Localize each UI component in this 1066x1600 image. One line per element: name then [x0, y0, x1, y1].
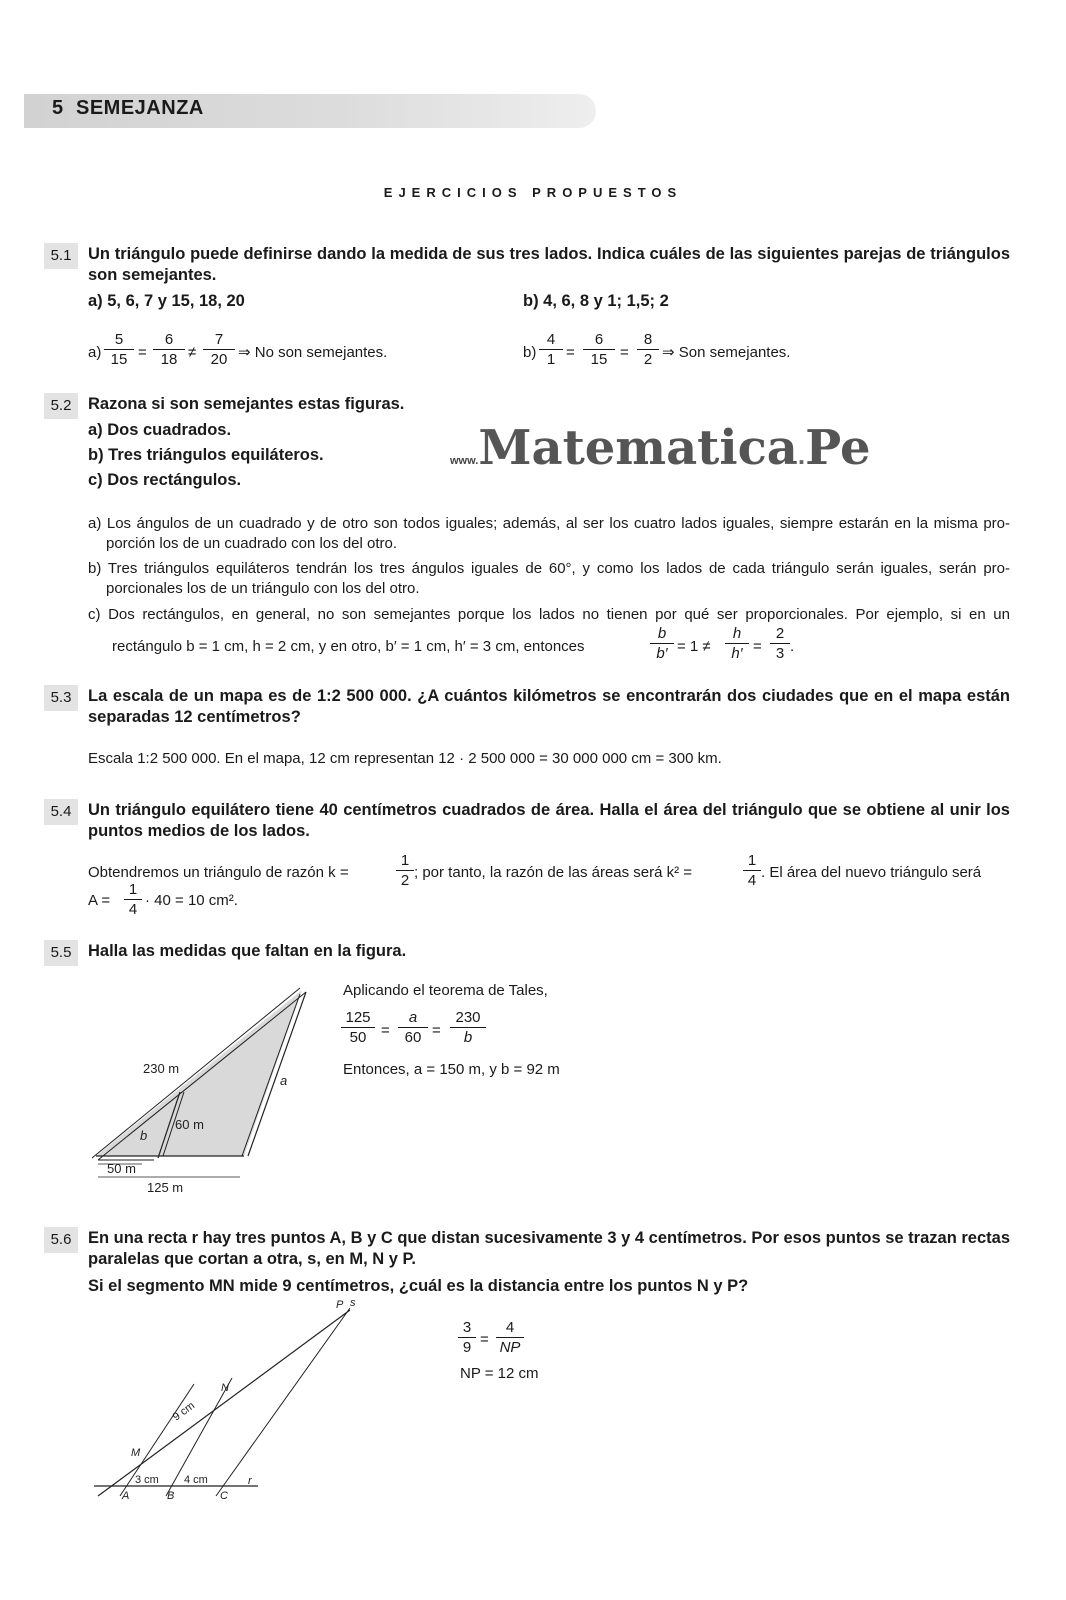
fraction: $\frac{230}{b}$: [450, 1008, 486, 1047]
operator: =: [432, 1022, 441, 1039]
answer-text: ; por tanto, la razón de las áreas será k² =: [414, 864, 693, 881]
label-a: a: [280, 1073, 288, 1088]
operator: =: [566, 344, 575, 361]
exercise-5-5-answer-result: Entonces, a = 150 m, y b = 92 m: [343, 1061, 560, 1078]
exercise-5-6-result: NP = 12 cm: [460, 1365, 539, 1382]
exercise-number-5-5: 5.5: [44, 940, 78, 966]
answer-text: ⇒ Son semejantes.: [662, 344, 791, 361]
exercise-5-2-answer-b-line1: b) Tres triángulos equiláteros tendrán los tres ángulos iguales de 60°, y como los lados de cada triángulo serán iguales, serán pro-: [88, 560, 1010, 577]
exercise-5-2-option-a: a) Dos cuadrados.: [88, 421, 232, 439]
label-50m: 50 m: [107, 1161, 136, 1176]
exercise-5-2-option-b: b) Tres triángulos equiláteros.: [88, 446, 324, 464]
label-P: P: [336, 1299, 344, 1311]
label-s: s: [350, 1297, 356, 1309]
operator: =: [753, 638, 762, 655]
fraction: $\frac{2}{3}$: [770, 624, 790, 663]
fraction: $\frac{4}{1}$: [539, 330, 563, 369]
label-C: C: [220, 1490, 228, 1502]
thales-parallel-lines-figure: [88, 1296, 378, 1508]
fraction: $\frac{6}{15}$: [583, 330, 615, 369]
label-r: r: [248, 1475, 252, 1487]
label-230m: 230 m: [143, 1061, 180, 1076]
answer-label: b): [523, 344, 537, 361]
label-A: A: [122, 1490, 130, 1502]
exercise-5-2-answer-b-line2: porcionales los de un triángulo con los del otro.: [106, 580, 420, 597]
operator: =: [138, 344, 147, 361]
exercise-5-4-question: Un triángulo equilátero tiene 40 centímetros cuadrados de área. Halla el área del triángulo que se obtiene al unir los puntos medios de los lados.: [88, 801, 1010, 840]
label-b: b: [140, 1128, 148, 1143]
fraction: $\frac{b}{b'}$: [650, 624, 674, 663]
chapter-number: 5: [52, 97, 64, 119]
answer-text: · 40 = 10 cm².: [145, 892, 238, 909]
fraction: $\frac{6}{18}$: [153, 330, 185, 369]
exercise-5-6-question-1: En una recta r hay tres puntos A, B y C que distan sucesivamente 3 y 4 centímetros. Por esos puntos se trazan rectas paralelas que cortan a otra, s, en M, N y P.: [88, 1229, 1010, 1268]
label-4cm: 4 cm: [184, 1474, 208, 1486]
exercise-5-2-answer-a-line2: porción los de un cuadrado con los del otro.: [106, 535, 398, 552]
answer-text: Obtendremos un triángulo de razón k =: [88, 864, 349, 881]
exercise-5-5-answer-intro: Aplicando el teorema de Tales,: [343, 982, 548, 999]
operator: =: [381, 1022, 390, 1039]
label-B: B: [167, 1490, 175, 1502]
section-title: EJERCICIOS PROPUESTOS: [383, 185, 683, 200]
exercise-number-5-6: 5.6: [44, 1227, 78, 1253]
label-125m: 125 m: [147, 1180, 184, 1195]
answer-text: ⇒ No son semejantes.: [238, 344, 388, 361]
operator: =: [480, 1331, 489, 1348]
label-60m: 60 m: [175, 1117, 204, 1132]
exercise-number-5-1: 5.1: [44, 243, 78, 269]
exercise-number-5-4: 5.4: [44, 799, 78, 825]
exercise-5-5-question: Halla las medidas que faltan en la figura.: [88, 942, 407, 960]
exercise-5-2-option-c: c) Dos rectángulos.: [88, 471, 242, 489]
answer-text: . El área del nuevo triángulo será: [761, 864, 982, 881]
answer-label: a): [88, 344, 102, 361]
answer-text: rectángulo b = 1 cm, h = 2 cm, y en otro, b′ = 1 cm, h′ = 3 cm, entonces: [112, 638, 585, 655]
fraction: $\frac{4}{NP}$: [496, 1318, 524, 1357]
operator: =: [620, 344, 629, 361]
operator: = 1 ≠: [677, 638, 711, 655]
similar-triangles-figure: [88, 980, 328, 1200]
exercise-5-1-option-b: b) 4, 6, 8 y 1; 1,5; 2: [523, 292, 669, 310]
period: .: [790, 638, 795, 655]
exercise-5-2-question: Razona si son semejantes estas figuras.: [88, 395, 405, 413]
fraction: $\frac{1}{4}$: [124, 880, 142, 919]
label-9cm: 9 cm: [170, 1399, 198, 1424]
exercise-5-3-answer: Escala 1:2 500 000. En el mapa, 12 cm representan 12 · 2 500 000 = 30 000 000 cm = 300 km.: [88, 750, 722, 767]
exercise-5-6-question-2: Si el segmento MN mide 9 centímetros, ¿cuál es la distancia entre los puntos N y P?: [88, 1277, 749, 1295]
fraction: $\frac{a}{60}$: [398, 1008, 428, 1047]
exercise-number-5-3: 5.3: [44, 685, 78, 711]
answer-text: A =: [88, 892, 111, 909]
fraction: $\frac{125}{50}$: [341, 1008, 375, 1047]
fraction: $\frac{h}{h'}$: [725, 624, 749, 663]
fraction: $\frac{1}{2}$: [396, 851, 414, 890]
exercise-5-1-question: Un triángulo puede definirse dando la medida de sus tres lados. Indica cuáles de las siguientes parejas de triángulos son semejantes.: [88, 245, 1010, 284]
operator: ≠: [188, 344, 197, 361]
label-M: M: [131, 1447, 141, 1459]
fraction: $\frac{1}{4}$: [743, 851, 761, 890]
exercise-5-3-question: La escala de un mapa es de 1:2 500 000. ¿A cuántos kilómetros se encontrarán dos ciudades que en el mapa están separadas 12 centímetros?: [88, 687, 1010, 726]
fraction: $\frac{8}{2}$: [637, 330, 659, 369]
fraction: $\frac{5}{15}$: [104, 330, 134, 369]
chapter-title: SEMEJANZA: [76, 97, 204, 119]
exercise-5-2-answer-c-line1: c) Dos rectángulos, en general, no son semejantes porque los lados no tienen por qué ser proporcionales. Por ejemplo, si en un: [88, 606, 1010, 623]
matematica-pe-watermark-logo: www.Matematica.Pe: [450, 420, 871, 476]
exercise-number-5-2: 5.2: [44, 393, 78, 419]
fraction: $\frac{7}{20}$: [203, 330, 235, 369]
exercise-5-2-answer-a-line1: a) Los ángulos de un cuadrado y de otro son todos iguales; además, al ser los cuatro lados iguales, siempre estarán en la misma pro-: [88, 515, 1010, 532]
exercise-5-1-option-a: a) 5, 6, 7 y 15, 18, 20: [88, 292, 245, 310]
label-N: N: [221, 1382, 229, 1394]
label-3cm: 3 cm: [135, 1474, 159, 1486]
fraction: $\frac{3}{9}$: [458, 1318, 476, 1357]
